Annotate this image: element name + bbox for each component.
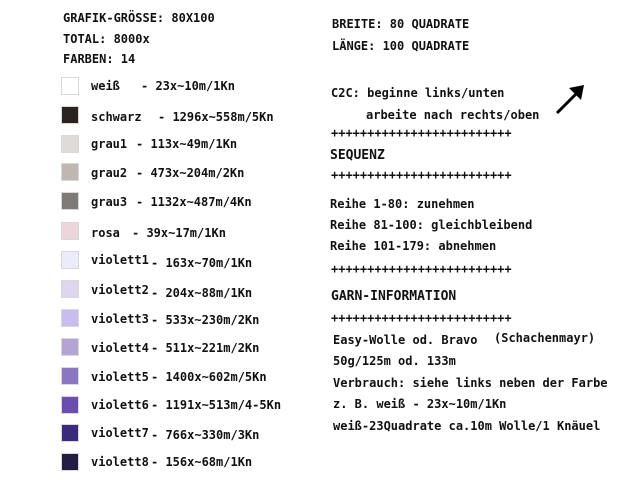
grafik-size-label: GRAFIK-GRÖSSE: 80X100 <box>63 11 215 25</box>
separator-3: +++++++++++++++++++++++++ <box>331 262 512 276</box>
color-amount-weiss: - 23x~10m/1Kn <box>141 79 235 93</box>
farben-label: FARBEN: 14 <box>63 52 136 66</box>
color-amount-violett8: - 156x~68m/1Kn <box>151 455 253 469</box>
color-name-violett6: violett6 <box>91 398 149 412</box>
color-amount-violett7: - 766x~330m/3Kn <box>151 428 260 442</box>
swatch-violett5 <box>61 367 79 385</box>
total-label: TOTAL: 8000x <box>63 32 150 46</box>
laenge-label: LÄNGE: 100 QUADRATE <box>332 39 470 53</box>
swatch-weiss <box>61 77 79 95</box>
swatch-grau3 <box>61 192 79 210</box>
garn-explanation: weiß-23Quadrate ca.10m Wolle/1 Knäuel <box>333 419 601 433</box>
garn-verbrauch: Verbrauch: siehe links neben der Farbe <box>333 376 608 390</box>
separator-2: +++++++++++++++++++++++++ <box>331 168 512 182</box>
color-amount-grau1: - 113x~49m/1Kn <box>136 137 238 151</box>
color-name-violett7: violett7 <box>91 426 149 440</box>
breite-label: BREITE: 80 QUADRATE <box>332 17 470 31</box>
color-name-violett5: violett5 <box>91 370 149 384</box>
garn-example: z. B. weiß - 23x~10m/1Kn <box>333 397 507 411</box>
color-amount-grau2: - 473x~204m/2Kn <box>136 166 245 180</box>
swatch-violett1 <box>61 251 79 269</box>
color-amount-violett3: - 533x~230m/2Kn <box>151 313 260 327</box>
swatch-violett2 <box>61 280 79 298</box>
color-amount-rosa: - 39x~17m/1Kn <box>132 226 226 240</box>
color-name-violett8: violett8 <box>91 455 149 469</box>
c2c-line1: C2C: beginne links/unten <box>331 86 505 100</box>
swatch-violett8 <box>61 453 79 471</box>
sequenz-title: SEQUENZ <box>330 148 385 163</box>
garn-weight: 50g/125m od. 133m <box>333 354 456 368</box>
c2c-line2: arbeite nach rechts/oben <box>366 108 540 122</box>
swatch-grau2 <box>61 163 79 181</box>
swatch-schwarz <box>61 106 79 124</box>
swatch-violett6 <box>61 396 79 414</box>
swatch-rosa <box>61 222 79 240</box>
swatch-grau1 <box>61 135 79 153</box>
color-name-grau2: grau2 <box>91 166 128 180</box>
swatch-violett7 <box>61 424 79 442</box>
color-amount-schwarz: - 1296x~558m/5Kn <box>158 110 274 124</box>
sequenz-row-2: Reihe 81-100: gleichbleibend <box>330 218 533 232</box>
swatch-violett3 <box>61 309 79 327</box>
swatch-violett4 <box>61 338 79 356</box>
color-name-grau1: grau1 <box>91 137 128 151</box>
color-amount-grau3: - 1132x~487m/4Kn <box>136 195 252 209</box>
sequenz-row-1: Reihe 1-80: zunehmen <box>330 197 475 211</box>
color-name-violett2: violett2 <box>91 283 149 297</box>
color-amount-violett6: - 1191x~513m/4-5Kn <box>151 398 282 412</box>
color-amount-violett2: - 204x~88m/1Kn <box>151 286 253 300</box>
color-amount-violett5: - 1400x~602m/5Kn <box>151 370 267 384</box>
garn-yarn: Easy-Wolle od. Bravo <box>333 333 478 347</box>
color-name-violett3: violett3 <box>91 312 149 326</box>
color-name-rosa: rosa <box>91 226 120 240</box>
color-name-schwarz: schwarz <box>91 110 142 124</box>
color-name-violett4: violett4 <box>91 341 149 355</box>
garn-brand: (Schachenmayr) <box>494 331 596 345</box>
sequenz-row-3: Reihe 101-179: abnehmen <box>330 239 497 253</box>
separator-1: +++++++++++++++++++++++++ <box>331 126 512 140</box>
color-amount-violett4: - 511x~221m/2Kn <box>151 341 260 355</box>
garn-title: GARN-INFORMATION <box>331 289 457 304</box>
color-name-weiss: weiß <box>91 79 120 93</box>
arrow-up-right-icon <box>552 82 588 118</box>
separator-4: +++++++++++++++++++++++++ <box>331 311 512 325</box>
color-name-violett1: violett1 <box>91 253 149 267</box>
color-amount-violett1: - 163x~70m/1Kn <box>151 256 253 270</box>
color-name-grau3: grau3 <box>91 195 128 209</box>
